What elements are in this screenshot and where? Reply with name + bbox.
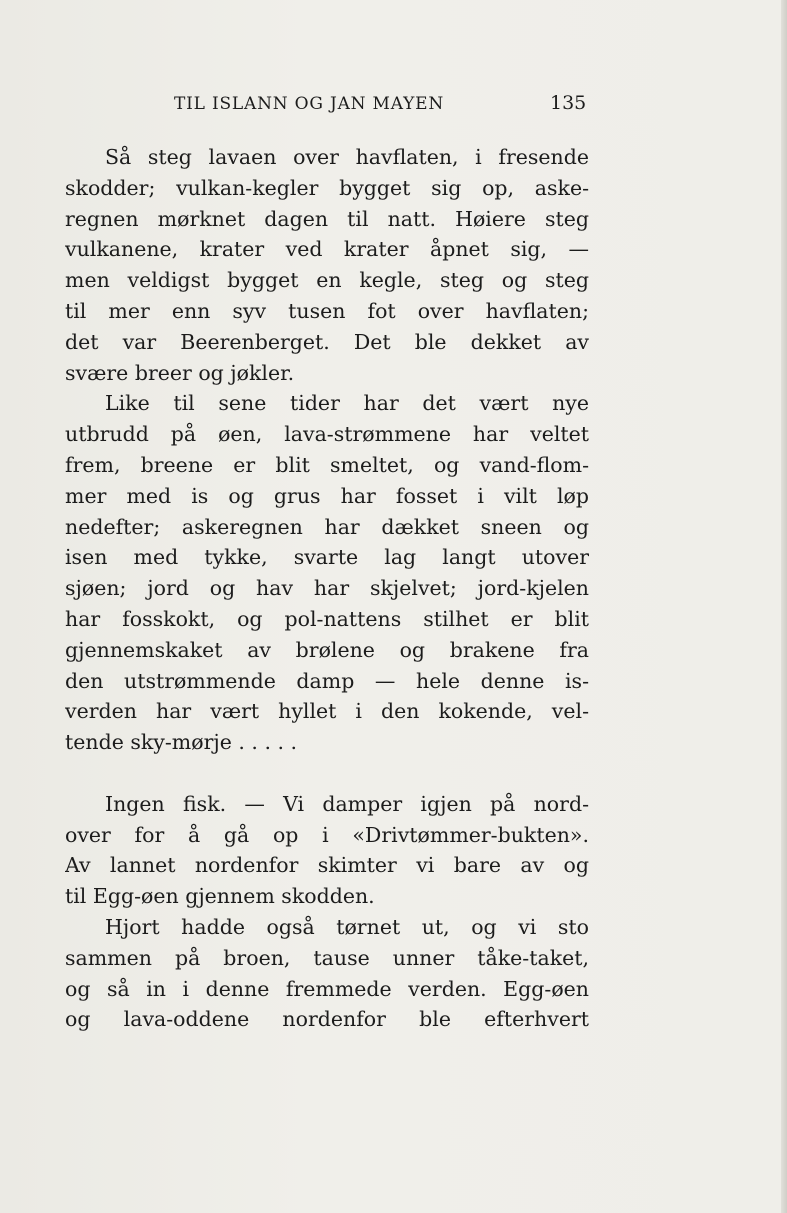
page-edge: [781, 0, 787, 1213]
text-line: og så in i denne fremmede verden. Egg-øen: [65, 976, 589, 1001]
running-head: TIL ISLANN OG JAN MAYEN: [174, 94, 445, 114]
text-line: utbrudd på øen, lava-strømmene har veltet: [65, 422, 589, 447]
text-line: verden har vært hyllet i den kokende, vel-: [65, 699, 589, 724]
text-line: Så steg lavaen over havflaten, i fresende: [105, 145, 589, 169]
text-line: Hjort hadde også tørnet ut, og vi sto: [105, 914, 589, 939]
text-line: men veldigst bygget en kegle, steg og steg: [65, 268, 589, 293]
page-number: 135: [550, 92, 587, 114]
text-line: Av lannet nordenfor skimter vi bare av og: [65, 853, 589, 878]
text-line: har fosskokt, og pol-nattens stilhet er blit: [65, 606, 589, 631]
text-line: Like til sene tider har det vært nye: [105, 391, 589, 416]
text-line: mer med is og grus har fosset i vilt løp: [65, 483, 589, 508]
text-line: tende sky-mørje . . . . .: [65, 730, 298, 755]
text-line: nedefter; askeregnen har dækket sneen og: [65, 514, 589, 539]
paragraph: [65, 789, 589, 912]
text-line: isen med tykke, svarte lag langt utover: [65, 545, 589, 570]
text-line: det var Beerenberget. Det ble dekket av: [65, 329, 589, 354]
text-line: svære breer og jøkler.: [65, 360, 295, 385]
text-line: Ingen fisk. — Vi damper igjen på nord-: [105, 791, 589, 816]
text-line: vulkanene, krater ved krater åpnet sig, —: [65, 237, 589, 262]
text-line: sjøen; jord og hav har skjelvet; jord-kjelen: [65, 576, 589, 601]
text-line: gjennemskaket av brølene og brakene fra: [65, 637, 589, 662]
text-line: frem, breene er blit smeltet, og vand-flom-: [65, 452, 589, 477]
text-line: regnen mørknet dagen til natt. Høiere steg: [65, 206, 589, 231]
text-line: til mer enn syv tusen fot over havflaten;: [65, 298, 589, 323]
section-break: [65, 758, 589, 789]
paragraph: [65, 388, 589, 758]
body-text: [65, 142, 589, 1035]
text-line: den utstrømmende damp — hele denne is-: [65, 668, 589, 693]
paragraph: [65, 142, 589, 388]
text-line: til Egg-øen gjennem skodden.: [65, 884, 375, 909]
text-line: sammen på broen, tause unner tåke-taket,: [65, 945, 589, 970]
text-line: over for å gå op i «Drivtømmer-bukten».: [65, 822, 589, 847]
paragraph: [65, 912, 589, 1035]
text-line: og lava-oddene nordenfor ble efterhvert: [65, 1007, 589, 1032]
text-line: skodder; vulkan-kegler bygget sig op, aske-: [65, 175, 589, 200]
